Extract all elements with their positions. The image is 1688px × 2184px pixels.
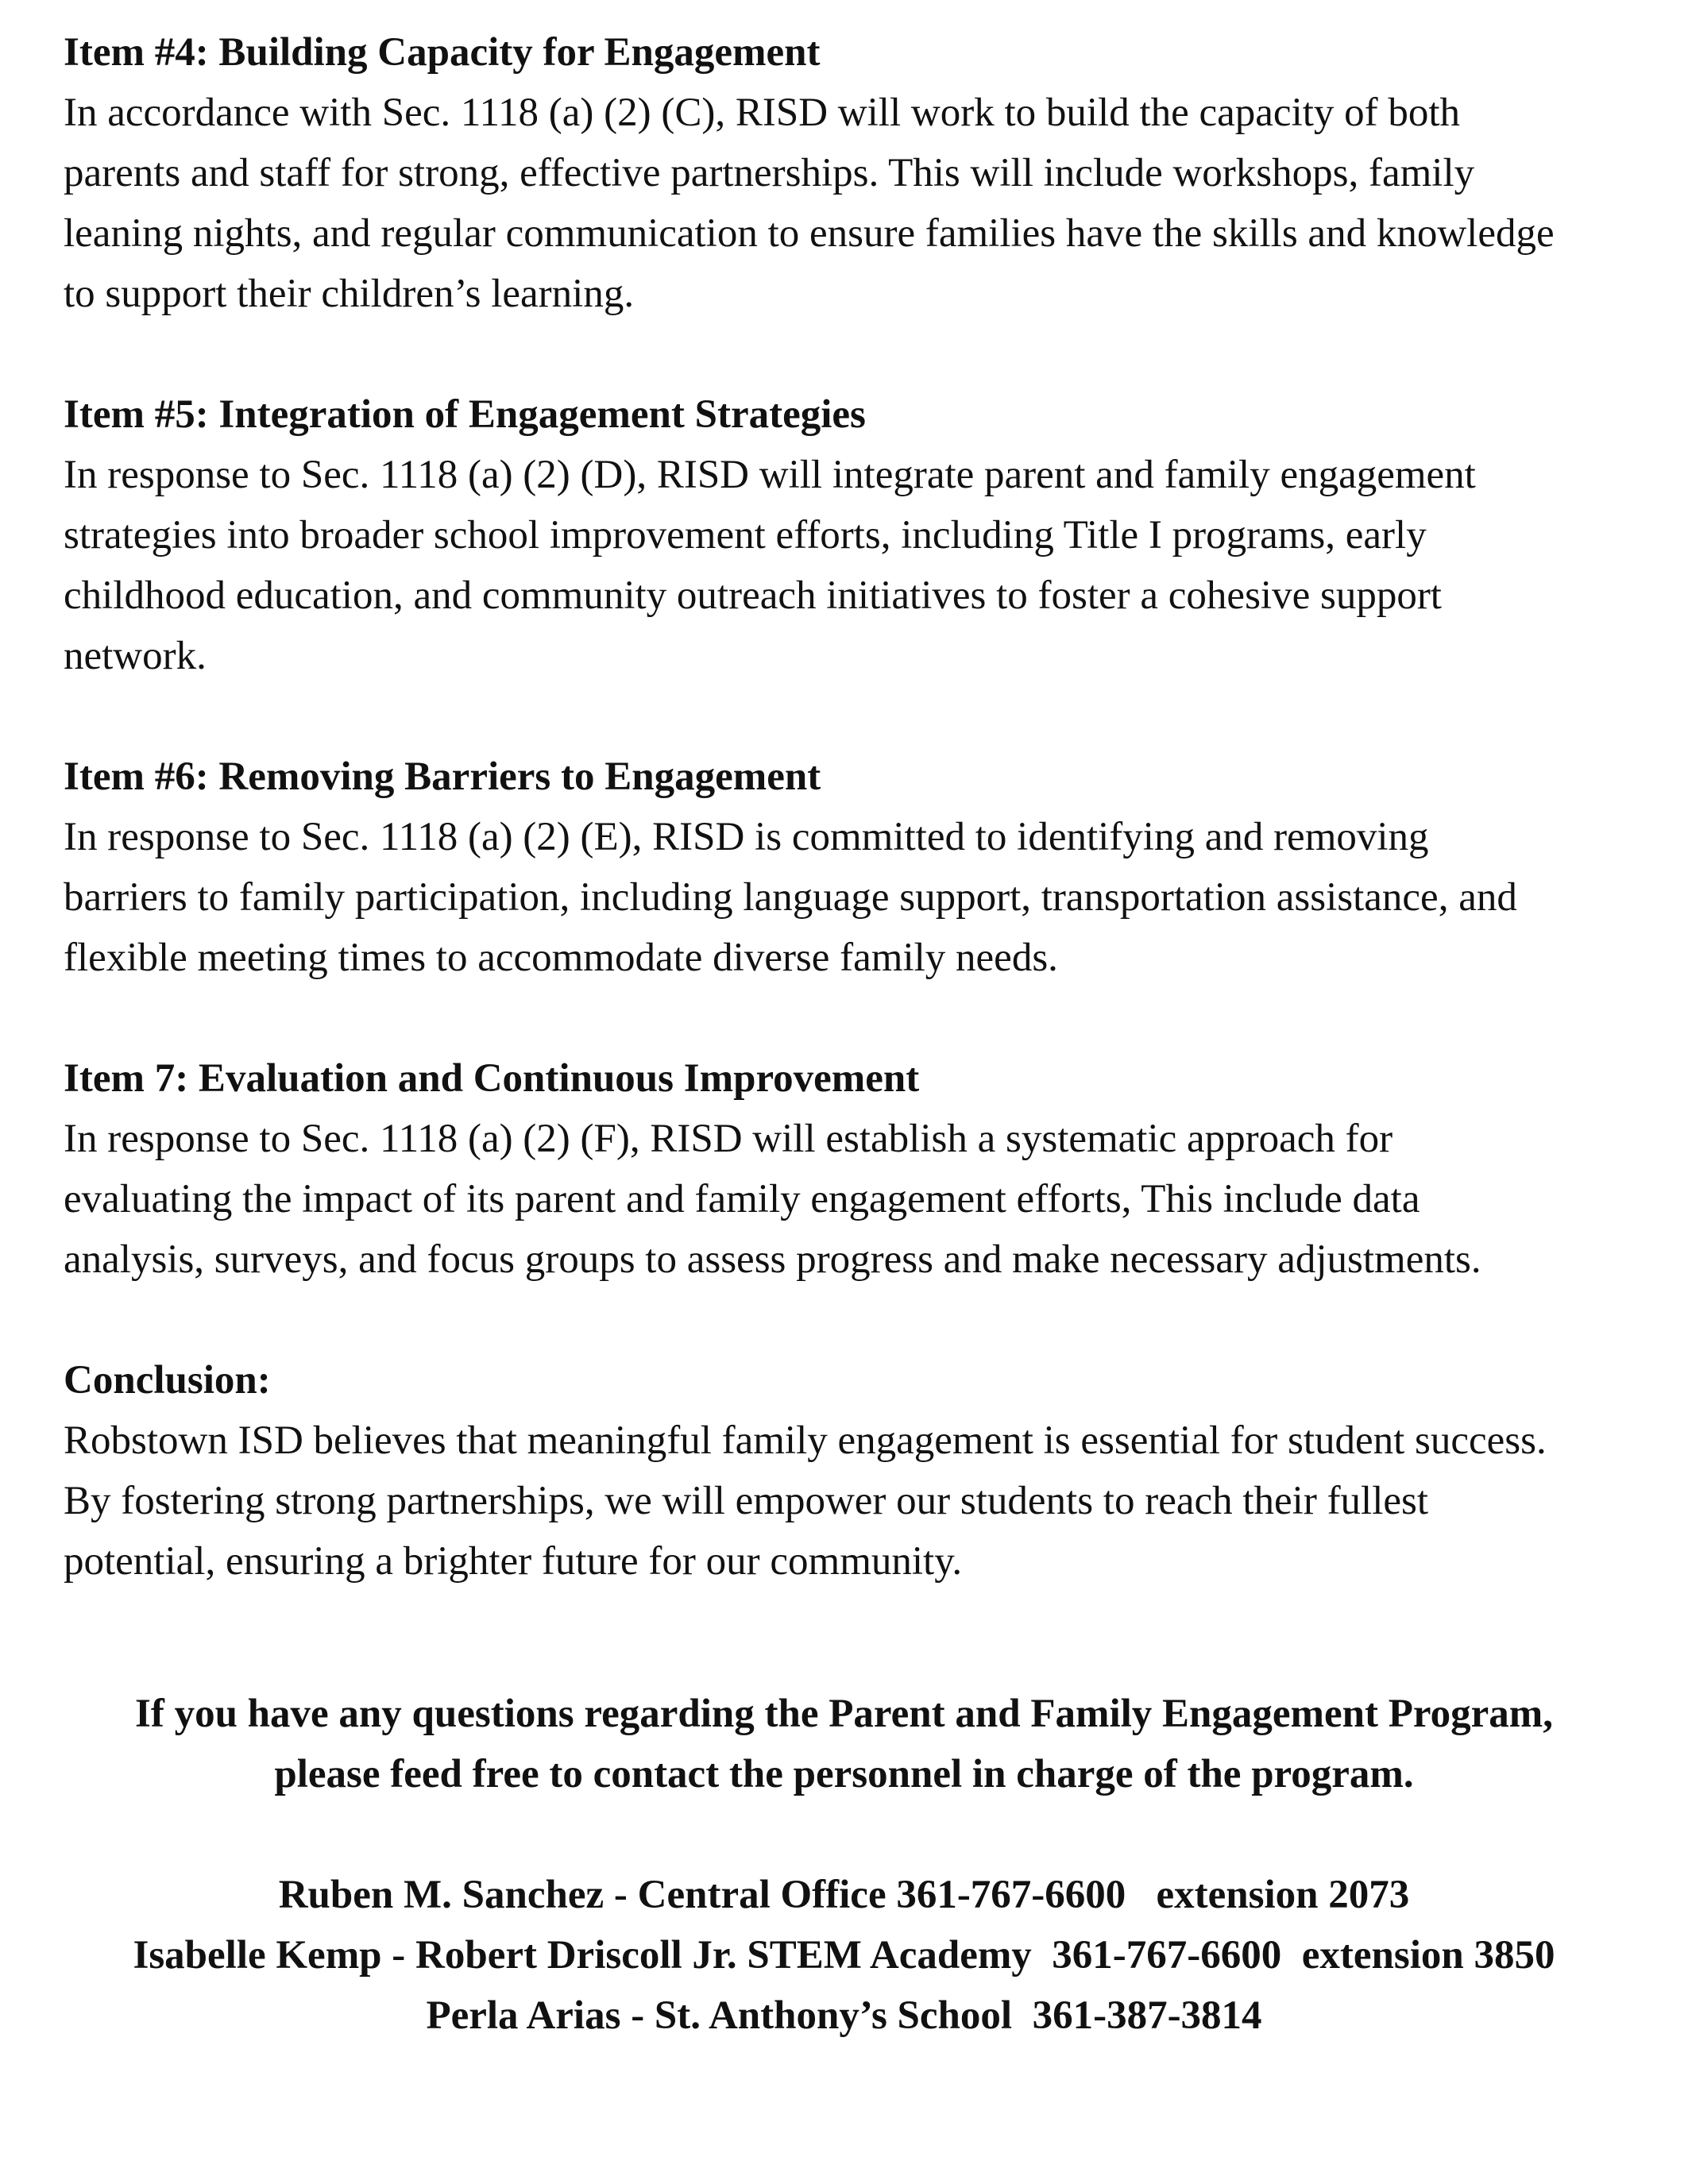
contact-entry: Isabelle Kemp - Robert Driscoll Jr. STEM Academy 361-767-6600 extension 3850: [133, 1933, 1555, 1978]
contact-notice-line: please feed free to contact the personnel in charge of the program.: [274, 1752, 1414, 1796]
contact-entry: Perla Arias - St. Anthony’s School 361-387-3814: [426, 1993, 1262, 2038]
paragraph-line: network.: [64, 634, 207, 678]
paragraph-line: leaning nights, and regular communication to ensure families have the skills and knowledge: [64, 211, 1555, 256]
paragraph-line: strategies into broader school improvement efforts, including Title I programs, early: [64, 513, 1427, 558]
paragraph-line: flexible meeting times to accommodate diverse family needs.: [64, 936, 1058, 980]
paragraph-line: potential, ensuring a brighter future for our community.: [64, 1539, 963, 1584]
section-heading: Conclusion:: [64, 1358, 271, 1403]
section-body: [64, 1109, 1636, 1290]
contact-list: [0, 1865, 1688, 2046]
paragraph-line: to support their children’s learning.: [64, 272, 635, 316]
paragraph-line: analysis, surveys, and focus groups to assess progress and make necessary adjustments.: [64, 1237, 1481, 1282]
section-item-4: [64, 22, 1636, 324]
section-item-7: [64, 1048, 1636, 1290]
document-page: [64, 22, 1636, 1652]
section-heading: Item 7: Evaluation and Continuous Improvement: [64, 1056, 920, 1101]
paragraph-line: parents and staff for strong, effective partnerships. This will include workshops, family: [64, 151, 1475, 195]
section-heading: Item #5: Integration of Engagement Strategies: [64, 392, 866, 437]
paragraph-line: barriers to family participation, including language support, transportation assistance, and: [64, 875, 1517, 920]
section-heading: Item #4: Building Capacity for Engagement: [64, 30, 821, 75]
section-item-6: [64, 747, 1636, 988]
contact-notice: [0, 1684, 1688, 1804]
section-body: [64, 83, 1636, 324]
paragraph-line: evaluating the impact of its parent and family engagement efforts, This include data: [64, 1177, 1420, 1221]
section-conclusion: [64, 1350, 1636, 1592]
contact-entry: Ruben M. Sanchez - Central Office 361-767-6600 extension 2073: [278, 1873, 1410, 1917]
paragraph-line: Robstown ISD believes that meaningful family engagement is essential for student success.: [64, 1418, 1547, 1463]
paragraph-line: In response to Sec. 1118 (a) (2) (D), RISD will integrate parent and family engagement: [64, 453, 1476, 497]
section-body: [64, 445, 1636, 686]
contact-notice-line: If you have any questions regarding the Parent and Family Engagement Program,: [134, 1692, 1554, 1736]
paragraph-line: childhood education, and community outreach initiatives to foster a cohesive support: [64, 573, 1442, 618]
paragraph-line: In response to Sec. 1118 (a) (2) (F), RISD will establish a systematic approach for: [64, 1117, 1393, 1161]
section-item-5: [64, 384, 1636, 686]
section-body: [64, 807, 1636, 988]
paragraph-line: In response to Sec. 1118 (a) (2) (E), RISD is committed to identifying and removing: [64, 815, 1429, 859]
paragraph-line: In accordance with Sec. 1118 (a) (2) (C), RISD will work to build the capacity of both: [64, 91, 1461, 135]
paragraph-line: By fostering strong partnerships, we will empower our students to reach their fullest: [64, 1479, 1429, 1523]
section-body: [64, 1410, 1636, 1592]
section-heading: Item #6: Removing Barriers to Engagement: [64, 754, 821, 799]
